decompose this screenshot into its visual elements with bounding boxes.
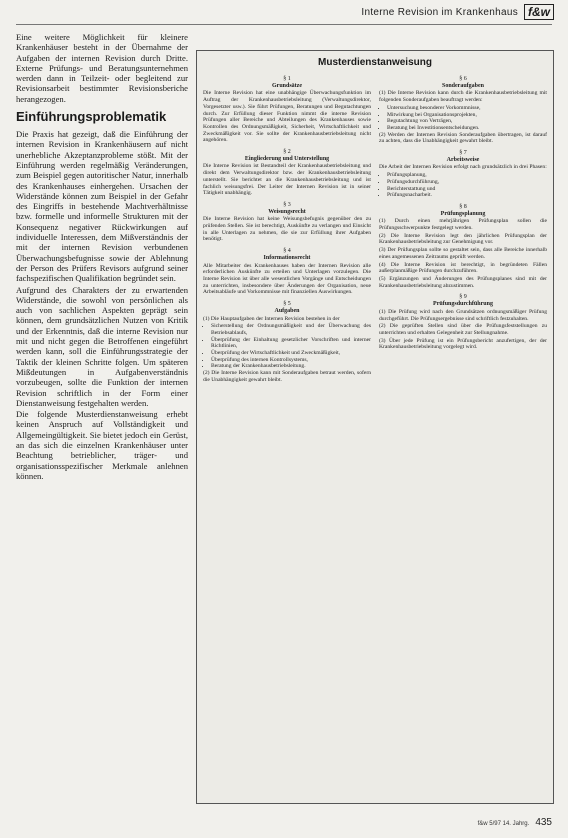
body-paragraph: Aufgrund des Charakters der zu erwartenden Widerstände, die sowohl von persönlichen als auch von sachlichen Aspekten geprägt sein können, dem grundsätzlichen Nutzen von Kritik und der Erkenntnis, daß die interne Revision nur mit und nicht gegen die Betroffenen eingeführt werden kann, soll die Einführungsstrategie der Taktik der kleinen Schritte folgen. Um späteren Mißdeutungen in Aufgabenverständnis vorzubeugen, sollte die Funktion der internen Revision schriftlich in der Form einer Dienstanweisung festgehalten werden.: [16, 284, 188, 408]
article-list: [379, 172, 547, 199]
article-list: [379, 105, 547, 132]
article-list-item: • Mitwirkung bei Organisationsprojekten,: [387, 112, 547, 119]
article-heading: Prüfungsdurchführung: [433, 301, 493, 308]
article-list-item: • Untersuchung besonderer Vorkommnisse,: [387, 105, 547, 112]
article-heading: Sonderaufgaben: [441, 82, 484, 89]
article-list-item: • Überprüfung der Einhaltung gesetzlicher Vorschriften und interner Richtlinien,: [211, 337, 371, 350]
article-paragraph: Alle Mitarbeiter des Krankenhauses haben der Internen Revision alle erforderlichen Auskünfte zu erteilen und Unterlagen vorzulegen. Die Interne Revision ist über alle wesentlichen Vorgänge und Entscheidungen zu unterrichten, insbesondere über Änderungen der Organisation, neue Arbeitsabläufe und Vorkommnisse mit finanziellen Auswirkungen.: [203, 262, 371, 296]
article-paragraph: (1) Durch einen mehrjährigen Prüfungsplan sollen die Prüfungsschwerpunkte festgelegt werden.: [379, 218, 547, 232]
instruction-column-left: [203, 74, 371, 389]
section-heading: Einführungsproblematik: [16, 109, 167, 125]
article-number: § 2: [283, 149, 291, 156]
article-number: § 5: [283, 301, 291, 308]
article-list-item: • Berichterstattung und: [387, 186, 547, 193]
body-paragraph: Die Praxis hat gezeigt, daß die Einführung der internen Revision in Krankenhäusern auf nicht unerhebliche Akzeptanzprobleme stößt. Mit der Einführung werden regelmäßig Veränderungen, zum Beispiel gegen autoritischer Natur, innerhalb des Krankenhauses einhergehen. Ursachen der Widerstände können zum Beispiel in der Gefahr des Eingriffs in bestehende Machtverhältnisse bzw. formelle und informelle Strukturen mit der Konsequenz negativer Rückwirkungen auf individuelle Interessen, dem Mißverständnis der mit der internen Revision verbundenen Überwachungsbefugnisse sowie der Ablehnung der Person des Prüfers Revisors aufgrund seiner fachspezifischen Qualifikation begründet sein.: [16, 129, 188, 284]
article-paragraph: Die Interne Revision hat keine Weisungsbefugnis gegenüber den zu prüfenden Stellen. Sie ist berechtigt, Auskünfte zu verlangen und Einsicht in alle Unterlagen zu nehmen, die sie zur Erfüllung ihrer Aufgaben benötigt.: [203, 216, 371, 243]
article-paragraph: (3) Der Prüfungsplan sollte so gestaltet sein, dass alle Bereiche innerhalb eines angemessenen Zeitraums geprüft werden.: [379, 247, 547, 260]
article-paragraph: (2) Werden der Internen Revision Sonderaufgaben übertragen, ist darauf zu achten, dass die Unabhängigkeit gewahrt bleibt.: [379, 131, 547, 145]
article-section: [203, 76, 371, 144]
article-number: § 9: [459, 294, 467, 301]
article-section: [379, 294, 547, 351]
header-title: Interne Revision im Krankenhaus: [361, 6, 518, 18]
article-list-item: • Überprüfung des internen Kontrollsystems,: [211, 357, 371, 364]
article-heading: Grundsätze: [272, 82, 302, 89]
article-section: [379, 204, 547, 289]
article-list-item: • Prüfungsnacharbeit.: [387, 192, 547, 199]
article-section: [203, 202, 371, 243]
article-list-item: • Überprüfung der Wirtschaftlichkeit und Zweckmäßigkeit,: [211, 350, 371, 357]
article-paragraph: (4) Die Interne Revision ist berechtigt, in begründeten Fällen außerplanmäßige Prüfungen durchzuführen.: [379, 261, 547, 275]
article-number: § 6: [459, 76, 467, 82]
article-section: [379, 150, 547, 199]
article-paragraph: (1) Die Hauptaufgaben der Internen Revision bestehen in der: [203, 315, 340, 322]
intro-paragraph: Eine weitere Möglichkeit für kleinere Krankenhäuser besteht in der Übernahme der Aufgaben der internen Revision durch Dritte. Externe Prüfungs- und Beratungsunternehmen werden dann in Teilzeit- oder begleitend zur Revisionsarbeit bestimmter Revisionsberiche herangezogen.: [16, 32, 188, 104]
article-section: [203, 301, 371, 383]
article-heading: Prüfungsplanung: [440, 210, 486, 217]
journal-logo: f&w: [524, 4, 554, 20]
article-list-item: • Begutachtung von Verträgen,: [387, 118, 547, 125]
article-list-item: • Prüfungsdurchführung,: [387, 179, 547, 186]
page-header: [0, 0, 568, 24]
article-list-item: • Sicherstellung der Ordnungsmäßigkeit und der Überwachung des Betriebsablaufs,: [211, 323, 371, 336]
article-paragraph: (2) Die geprüften Stellen sind über die Prüfungsfeststellungen zu unterrichten und erhalten Gelegenheit zur Stellungnahme.: [379, 323, 547, 336]
instruction-title: Musterdienstanweisung: [318, 57, 432, 68]
article-heading: Weisungsrecht: [268, 208, 306, 215]
instruction-column-right: [379, 74, 547, 389]
article-list: [203, 323, 371, 370]
article-heading: Aufgaben: [274, 307, 300, 314]
article-list-item: • Prüfungsplanung,: [387, 172, 547, 179]
article-column: [16, 32, 188, 482]
article-number: § 1: [283, 76, 291, 82]
article-paragraph: Die Interne Revision hat eine unabhängige Überwachungsfunktion im Auftrag der Krankenhausbetriebsleitung (Verwaltungsdirektor, Vorgesetzter usw.). Sie führt Prüfungen, Beratungen und Begutachtungen durch. Zur Erfüllung dieser Funktion nimmt die interne Revision Prüfungen aller Bereiche und Abteilungen des Krankenhauses sowie Kontrollen des Ordnungsmäßigkeit, Sicherheit, Wirtschaftlichkeit und Zweckmäßigkeit vor. Sie sollte der Krankenhausbetriebsleitung nicht angehören.: [203, 90, 371, 144]
article-number: § 8: [459, 203, 467, 210]
article-heading: Arbeitsweise: [446, 156, 480, 163]
article-section: [203, 248, 371, 296]
article-paragraph: Die Arbeit der Internen Revision erfolgt nach grundsätzlich in drei Phasen:: [379, 164, 547, 171]
article-paragraph: (2) Die Interne Revision legt den jährlichen Prüfungsplan der Krankenhausbetriebsleitung zur Genehmigung vor.: [379, 232, 547, 246]
article-section: [379, 76, 547, 145]
page-number: 435: [535, 817, 552, 828]
body-paragraph: Die folgende Musterdienstanweisung erhebt keinen Anspruch auf Vollständigkeit und Allgemeingültigkeit. Sie bietet jedoch ein Gerüst, an das sich die einzelnen Krankenhäuser unter Beachtung betrieblicher, träger- und organisationsspezifischer Merkmale anlehnen können.: [16, 409, 188, 481]
article-list-item: • Beratung der Krankenhausbetriebsleitung.: [211, 363, 371, 370]
header-rule: [16, 24, 552, 25]
article-paragraph: (1) Die Interne Revision kann durch die Krankenhausbetriebsleitung mit folgenden Sonderaufgaben beauftragt werden:: [379, 90, 547, 104]
article-paragraph: (1) Die Prüfung wird nach den Grundsätzen ordnungsmäßiger Prüfung durchgeführt. Die Prüfungsergebnisse sind schriftlich festzuhalten.: [379, 308, 547, 322]
article-list-item: • Beratung bei Investitionsentscheidungen.: [387, 125, 547, 132]
article-heading: Informationsrecht: [263, 254, 311, 261]
article-paragraph: (2) Die Interne Revision kann mit Sonderaufgaben betraut werden, sofern die Unabhängigkeit gewahrt bleibt.: [203, 370, 371, 383]
article-heading: Eingliederung und Unterstellung: [244, 155, 330, 162]
journal-issue: f&w 5/97 14. Jahrg.: [477, 821, 530, 827]
article-paragraph: Die Interne Revision ist Bestandteil der Krankenhausbetriebsleitung und direkt dem Verwaltungsdirektor bzw. der Krankenhausbetriebsleitung unterstellt. Sie berichtet an die Krankenhausbetriebsleitung und ist fachlich weisungsfrei. Der Leiter der Internen Revision ist in seiner Tätigkeit unabhängig.: [203, 163, 371, 197]
article-section: [203, 149, 371, 197]
article-number: § 3: [283, 201, 291, 208]
article-number: § 7: [459, 150, 467, 157]
article-paragraph: (3) Über jede Prüfung ist ein Prüfungsbericht anzufertigen, der der Krankenhausbetriebsleitung vorgelegt wird.: [379, 337, 547, 351]
instruction-box: [196, 50, 554, 804]
article-paragraph: (5) Ergänzungen und Änderungen des Prüfungsplanes sind mit der Krankenhausbetriebsleitung abzustimmen.: [379, 275, 547, 289]
page-footer: [478, 817, 552, 828]
article-number: § 4: [283, 248, 291, 255]
